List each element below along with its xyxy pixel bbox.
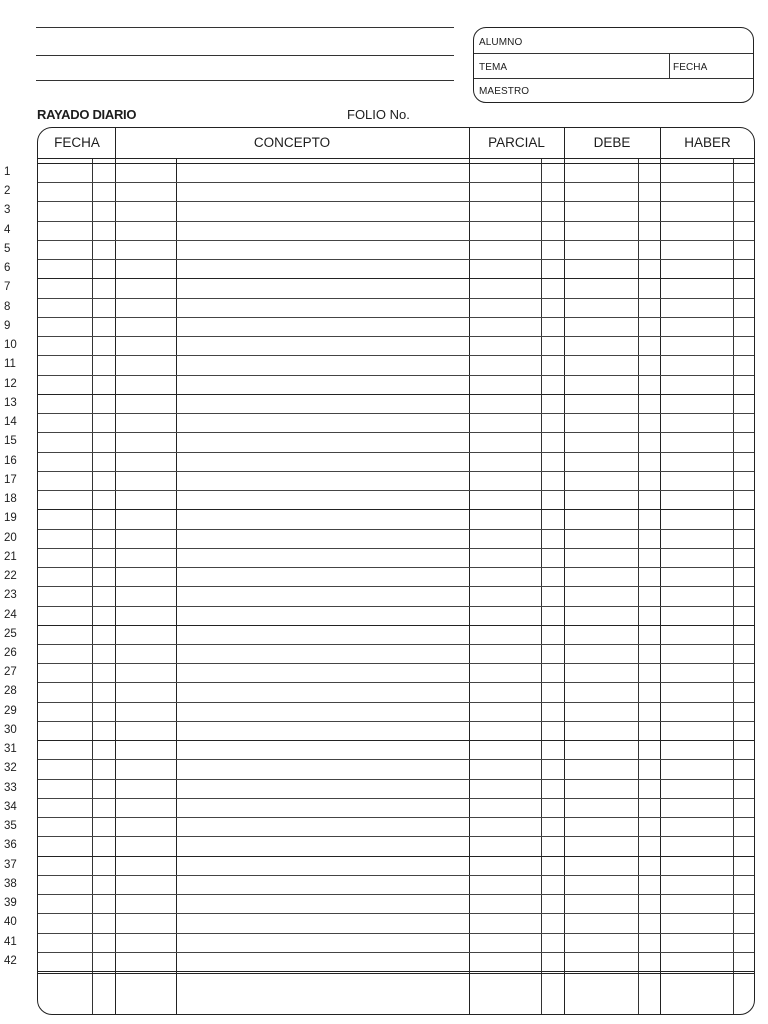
table-row[interactable] bbox=[38, 626, 754, 644]
page-title: RAYADO DIARIO bbox=[37, 107, 137, 122]
row-number: 14 bbox=[4, 416, 17, 428]
table-row[interactable] bbox=[38, 260, 754, 278]
row-number: 23 bbox=[4, 589, 17, 601]
table-row[interactable] bbox=[38, 414, 754, 432]
row-number: 9 bbox=[4, 320, 11, 332]
info-divider-1 bbox=[474, 53, 753, 54]
table-row[interactable] bbox=[38, 818, 754, 836]
row-number: 26 bbox=[4, 647, 17, 659]
table-row[interactable] bbox=[38, 568, 754, 586]
alumno-label: ALUMNO bbox=[479, 37, 523, 48]
table-row[interactable] bbox=[38, 607, 754, 625]
folio-label: FOLIO No. bbox=[347, 107, 410, 122]
row-number: 29 bbox=[4, 705, 17, 717]
table-row[interactable] bbox=[38, 299, 754, 317]
row-number: 28 bbox=[4, 685, 17, 697]
table-row[interactable] bbox=[38, 780, 754, 798]
row-number: 36 bbox=[4, 839, 17, 851]
name-line-2[interactable] bbox=[36, 55, 454, 56]
row-number: 34 bbox=[4, 801, 17, 813]
table-row[interactable] bbox=[38, 222, 754, 240]
row-number: 10 bbox=[4, 339, 17, 351]
row-number: 4 bbox=[4, 224, 11, 236]
row-number: 17 bbox=[4, 474, 17, 486]
row-number: 8 bbox=[4, 301, 11, 313]
name-line-3[interactable] bbox=[36, 80, 454, 81]
table-row[interactable] bbox=[38, 395, 754, 413]
table-row[interactable] bbox=[38, 914, 754, 932]
fecha-label: FECHA bbox=[673, 62, 708, 73]
row-number: 19 bbox=[4, 512, 17, 524]
row-number: 16 bbox=[4, 455, 17, 467]
table-row[interactable] bbox=[38, 895, 754, 913]
column-header-fecha: FECHA bbox=[54, 135, 100, 150]
table-row[interactable] bbox=[38, 510, 754, 528]
tema-label: TEMA bbox=[479, 62, 508, 73]
column-header-parcial: PARCIAL bbox=[488, 135, 545, 150]
table-row[interactable] bbox=[38, 549, 754, 567]
table-row[interactable] bbox=[38, 683, 754, 701]
table-row[interactable] bbox=[38, 279, 754, 297]
row-number: 32 bbox=[4, 762, 17, 774]
row-number: 38 bbox=[4, 878, 17, 890]
table-row[interactable] bbox=[38, 953, 754, 971]
table-row[interactable] bbox=[38, 318, 754, 336]
info-divider-vertical bbox=[669, 53, 670, 78]
row-number: 37 bbox=[4, 859, 17, 871]
table-row[interactable] bbox=[38, 876, 754, 894]
table-row[interactable] bbox=[38, 837, 754, 855]
table-row[interactable] bbox=[38, 183, 754, 201]
row-number: 41 bbox=[4, 936, 17, 948]
table-row[interactable] bbox=[38, 934, 754, 952]
row-number: 1 bbox=[4, 166, 11, 178]
table-row[interactable] bbox=[38, 664, 754, 682]
table-row[interactable] bbox=[38, 703, 754, 721]
row-number: 24 bbox=[4, 609, 17, 621]
row-number: 5 bbox=[4, 243, 11, 255]
table-row[interactable] bbox=[38, 645, 754, 663]
row-number: 2 bbox=[4, 185, 11, 197]
table-row[interactable] bbox=[38, 472, 754, 490]
column-header-concepto: CONCEPTO bbox=[253, 135, 331, 150]
table-row[interactable] bbox=[38, 376, 754, 394]
row-line bbox=[38, 971, 754, 972]
row-number: 20 bbox=[4, 532, 17, 544]
row-number: 12 bbox=[4, 378, 17, 390]
row-number: 22 bbox=[4, 570, 17, 582]
table-row[interactable] bbox=[38, 241, 754, 259]
maestro-label: MAESTRO bbox=[479, 86, 530, 97]
table-row[interactable] bbox=[38, 491, 754, 509]
row-number: 25 bbox=[4, 628, 17, 640]
row-number: 42 bbox=[4, 955, 17, 967]
row-number: 7 bbox=[4, 281, 11, 293]
row-number: 40 bbox=[4, 916, 17, 928]
table-row[interactable] bbox=[38, 202, 754, 220]
row-number: 27 bbox=[4, 666, 17, 678]
table-row[interactable] bbox=[38, 356, 754, 374]
totals-divider bbox=[38, 973, 754, 974]
table-row[interactable] bbox=[38, 760, 754, 778]
row-number: 13 bbox=[4, 397, 17, 409]
table-row[interactable] bbox=[38, 164, 754, 182]
row-number: 31 bbox=[4, 743, 17, 755]
table-row[interactable] bbox=[38, 453, 754, 471]
row-number: 21 bbox=[4, 551, 17, 563]
table-row[interactable] bbox=[38, 741, 754, 759]
row-number: 11 bbox=[4, 358, 16, 370]
name-line-1[interactable] bbox=[36, 27, 454, 28]
table-row[interactable] bbox=[38, 587, 754, 605]
table-row[interactable] bbox=[38, 722, 754, 740]
row-number: 18 bbox=[4, 493, 17, 505]
row-number: 15 bbox=[4, 435, 17, 447]
column-header-haber: HABER bbox=[684, 135, 731, 150]
column-header-debe: DEBE bbox=[593, 135, 631, 150]
row-number: 39 bbox=[4, 897, 17, 909]
header-divider bbox=[38, 158, 754, 159]
student-info-box bbox=[473, 27, 754, 103]
table-row[interactable] bbox=[38, 799, 754, 817]
table-row[interactable] bbox=[38, 337, 754, 355]
table-row[interactable] bbox=[38, 857, 754, 875]
row-number: 3 bbox=[4, 204, 11, 216]
row-number: 6 bbox=[4, 262, 11, 274]
row-number: 30 bbox=[4, 724, 17, 736]
row-number: 33 bbox=[4, 782, 17, 794]
info-divider-2 bbox=[474, 78, 753, 79]
row-number: 35 bbox=[4, 820, 17, 832]
table-row[interactable] bbox=[38, 433, 754, 451]
table-row[interactable] bbox=[38, 530, 754, 548]
